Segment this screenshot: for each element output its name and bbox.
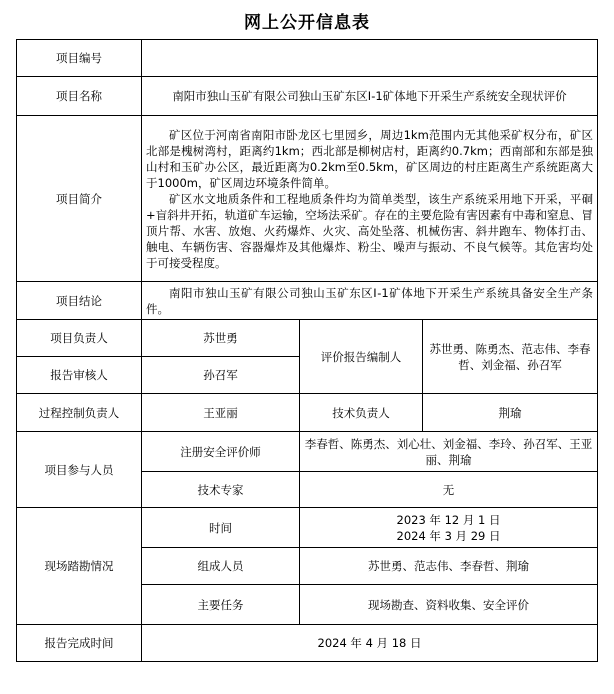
project-conclusion-text: 南阳市独山玉矿有限公司独山玉矿东区Ⅰ-1矿体地下开采生产系统具备安全生产条件。 xyxy=(146,285,593,316)
project-name-value: 南阳市独山玉矿有限公司独山玉矿东区Ⅰ-1矿体地下开采生产系统安全现状评价 xyxy=(142,77,598,116)
report-compilers-label: 评价报告编制人 xyxy=(300,320,423,394)
project-no-label: 项目编号 xyxy=(17,40,142,77)
row-project-conclusion xyxy=(17,282,598,320)
row-completion-time xyxy=(17,625,598,662)
technical-lead-label: 技术负责人 xyxy=(300,394,423,432)
survey-date-2: 2024 年 3 月 29 日 xyxy=(396,528,501,543)
survey-members-value: 苏世勇、范志伟、李春哲、荆瑜 xyxy=(300,548,598,585)
project-intro-value xyxy=(142,116,598,282)
completion-time-label: 报告完成时间 xyxy=(17,625,142,662)
row-project-intro xyxy=(17,116,598,282)
participants-label: 项目参与人员 xyxy=(17,432,142,508)
registered-evaluators-label: 注册安全评价师 xyxy=(142,432,300,472)
technical-experts-label: 技术专家 xyxy=(142,472,300,508)
project-name-label: 项目名称 xyxy=(17,77,142,116)
report-reviewer-label: 报告审核人 xyxy=(17,357,142,394)
row-survey-time xyxy=(17,508,598,548)
site-survey-label: 现场踏勘情况 xyxy=(17,508,142,625)
project-lead-label: 项目负责人 xyxy=(17,320,142,357)
survey-time-label: 时间 xyxy=(142,508,300,548)
project-lead-value: 苏世勇 xyxy=(142,320,300,357)
row-registered-evaluators xyxy=(17,432,598,472)
survey-time-value xyxy=(300,508,598,548)
row-process-control xyxy=(17,394,598,432)
survey-tasks-label: 主要任务 xyxy=(142,585,300,625)
registered-evaluators-value: 李春哲、陈勇杰、刘心壮、刘金福、李玲、孙召军、王亚丽、荆瑜 xyxy=(300,432,598,472)
project-conclusion-label: 项目结论 xyxy=(17,282,142,320)
report-reviewer-value: 孙召军 xyxy=(142,357,300,394)
project-intro-paragraph-1: 矿区位于河南省南阳市卧龙区七里园乡，周边1km范围内无其他采矿权分布，矿区北部是槐树湾村，距离约1km；西北部是柳树店村，距离约0.7km；西南部和东部是独山村和玉矿办公区，最近距离为0.2km至0.5km，矿区周边的村庄距离生产系统距离大于1000m，矿区周边环境条件简单。 xyxy=(146,127,593,190)
row-project-name xyxy=(17,77,598,116)
process-control-label: 过程控制负责人 xyxy=(17,394,142,432)
technical-lead-value: 荆瑜 xyxy=(423,394,598,432)
info-table xyxy=(16,39,598,662)
survey-tasks-value: 现场勘查、资料收集、安全评价 xyxy=(300,585,598,625)
row-project-lead xyxy=(17,320,598,357)
technical-experts-value: 无 xyxy=(300,472,598,508)
project-intro-label: 项目简介 xyxy=(17,116,142,282)
completion-time-value: 2024 年 4 月 18 日 xyxy=(142,625,598,662)
project-no-value xyxy=(142,40,598,77)
survey-members-label: 组成人员 xyxy=(142,548,300,585)
page-title: 网上公开信息表 xyxy=(244,13,370,33)
process-control-value: 王亚丽 xyxy=(142,394,300,432)
project-intro-paragraph-2: 矿区水文地质条件和工程地质条件均为简单类型，该生产系统采用地下开采，平硐+盲斜井开拓，轨道矿车运输，空场法采矿。存在的主要危险有害因素有中毒和窒息、冒顶片帮、水害、放炮、火药爆炸、火灾、高处坠落、机械伤害、斜井跑车、物体打击、触电、车辆伤害、容器爆炸及其他爆炸、粉尘、噪声与振动、不良气候等。其危害均处于可接受程度。 xyxy=(146,191,593,270)
report-compilers-value: 苏世勇、陈勇杰、范志伟、李春哲、刘金福、孙召军 xyxy=(423,320,598,394)
survey-date-1: 2023 年 12 月 1 日 xyxy=(396,512,501,527)
row-project-no xyxy=(17,40,598,77)
project-conclusion-value xyxy=(142,282,598,320)
